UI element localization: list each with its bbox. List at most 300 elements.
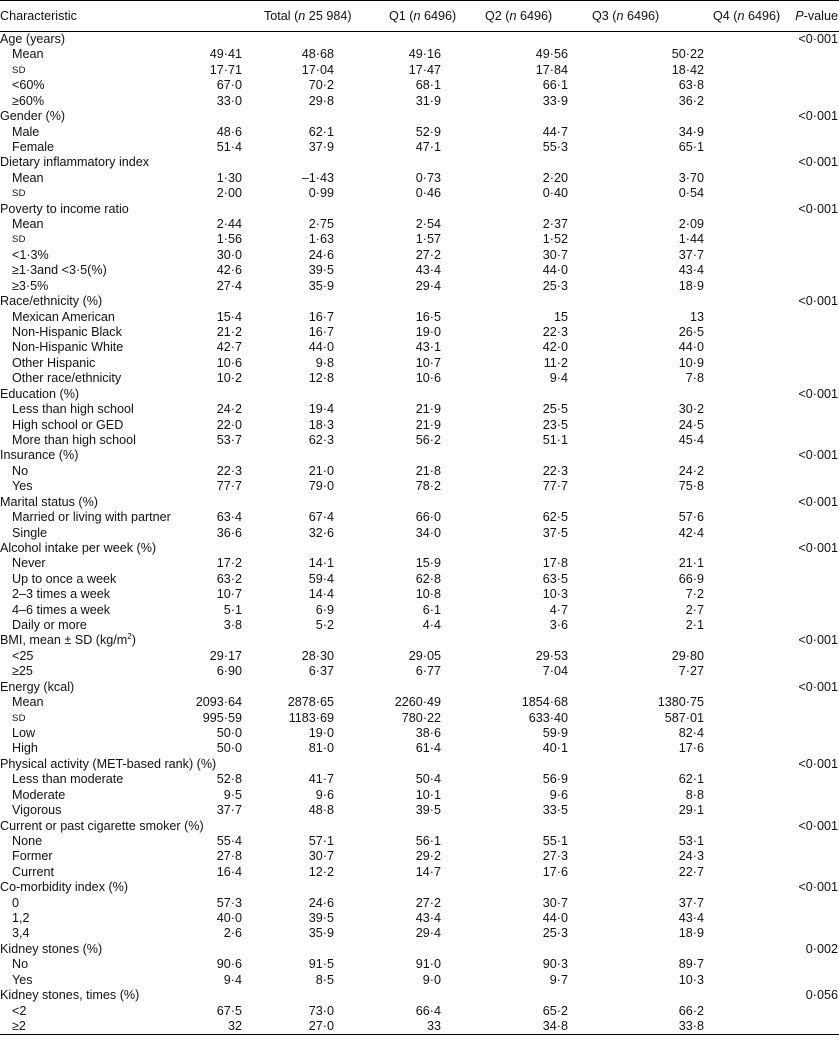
- category-label: Gender (%): [0, 109, 66, 124]
- cell-pvalue: <0·001: [798, 880, 838, 895]
- cell-q3: 7·04: [542, 664, 568, 679]
- cell-total: 50·0: [216, 741, 242, 756]
- cell-q1: 2878·65: [287, 695, 334, 710]
- cell-total: 21·2: [216, 325, 242, 340]
- table-row: [0, 726, 839, 741]
- cell-q2: 10·1: [415, 787, 441, 802]
- cell-q1: 39·5: [308, 911, 334, 926]
- table-row: [0, 479, 839, 494]
- cell-q1: 16·7: [308, 309, 334, 324]
- cell-q1: 41·7: [308, 772, 334, 787]
- cell-q4: 89·7: [678, 957, 704, 972]
- cell-q3: 66·1: [542, 78, 568, 93]
- cell-q1: 57·1: [308, 833, 334, 848]
- table-body: [0, 32, 839, 1034]
- cell-q4: 7·27: [678, 664, 704, 679]
- cell-total: 50·0: [216, 725, 242, 740]
- cell-q3: 2·37: [542, 217, 568, 232]
- cell-q2: 43·1: [415, 340, 441, 355]
- cell-q2: 27·2: [415, 895, 441, 910]
- cell-total: 67·5: [216, 1003, 242, 1018]
- cell-q4: 29·80: [671, 648, 704, 663]
- cell-pvalue: <0·001: [798, 386, 838, 401]
- cell-q2: 33: [426, 1019, 441, 1033]
- cell-q4: 57·6: [678, 510, 704, 525]
- cell-total: 24·2: [216, 402, 242, 417]
- cell-q2: 31·9: [415, 93, 441, 108]
- cell-q4: 34·9: [678, 124, 704, 139]
- table-row: [0, 834, 839, 849]
- cell-q1: 44·0: [308, 340, 334, 355]
- category-row: [0, 880, 839, 895]
- category-label: Education (%): [0, 386, 80, 401]
- cell-total: 63·4: [216, 510, 242, 525]
- cell-q4: 43·4: [678, 263, 704, 278]
- table-row: [0, 78, 839, 93]
- category-label: Alcohol intake per week (%): [0, 540, 157, 555]
- cell-q3: 9·6: [549, 787, 568, 802]
- bottom-rule: [0, 1034, 839, 1035]
- cell-q1: 5·2: [315, 618, 334, 633]
- row-label: ≥60%: [12, 93, 45, 108]
- table-row: [0, 47, 839, 62]
- row-label: Yes: [12, 479, 33, 494]
- cell-q1: 27·0: [308, 1019, 334, 1033]
- cell-q4: 2·1: [685, 618, 704, 633]
- table-row: [0, 911, 839, 926]
- cell-total: 57·3: [216, 895, 242, 910]
- cell-q3: 4·7: [549, 602, 568, 617]
- row-label: 4–6 times a week: [12, 602, 111, 617]
- cell-q3: 3·6: [549, 618, 568, 633]
- cell-q3: 25·5: [542, 402, 568, 417]
- cell-q4: 44·0: [678, 340, 704, 355]
- cell-q2: 66·0: [415, 510, 441, 525]
- cell-q4: 2·09: [678, 217, 704, 232]
- cell-q3: 1854·68: [521, 695, 568, 710]
- cell-q3: 2·20: [542, 170, 568, 185]
- category-row: [0, 155, 839, 170]
- cell-total: 2·44: [216, 217, 242, 232]
- cell-q2: 21·9: [415, 417, 441, 432]
- cell-q3: 34·8: [542, 1019, 568, 1033]
- cell-q4: 587·01: [664, 710, 704, 725]
- table-row: [0, 526, 839, 541]
- table-row: [0, 248, 839, 263]
- cell-q4: 30·2: [678, 402, 704, 417]
- cell-q3: 44·7: [542, 124, 568, 139]
- cell-total: 48·6: [216, 124, 242, 139]
- cell-q2: 10·7: [415, 355, 441, 370]
- cell-q4: 8·8: [685, 787, 704, 802]
- category-row: [0, 633, 839, 648]
- row-label: SD: [12, 234, 26, 246]
- cell-q1: 0·99: [308, 186, 334, 201]
- cell-pvalue: 0·056: [805, 988, 838, 1003]
- cell-q3: 56·9: [542, 772, 568, 787]
- cell-q4: 26·5: [678, 325, 704, 340]
- table-row: [0, 741, 839, 756]
- cell-q4: 24·3: [678, 849, 704, 864]
- row-label: ≥25: [12, 664, 33, 679]
- category-label: Race/ethnicity (%): [0, 294, 103, 309]
- cell-q2: 10·8: [415, 587, 441, 602]
- cell-q3: 15: [553, 309, 568, 324]
- cell-total: 22·3: [216, 463, 242, 478]
- cell-q3: 63·5: [542, 571, 568, 586]
- table-row: [0, 957, 839, 972]
- cell-q1: 32·6: [308, 525, 334, 540]
- cell-q3: 33·5: [542, 803, 568, 818]
- cell-pvalue: <0·001: [798, 679, 838, 694]
- cell-q1: 18·3: [308, 417, 334, 432]
- cell-q4: 21·1: [678, 556, 704, 571]
- cell-q3: 9·7: [549, 972, 568, 987]
- row-label: Married or living with partner: [12, 510, 171, 525]
- category-row: [0, 387, 839, 402]
- cell-q1: 39·5: [308, 263, 334, 278]
- table-row: [0, 125, 839, 140]
- cell-q2: 0·73: [415, 170, 441, 185]
- category-label: Poverty to income ratio: [0, 201, 129, 216]
- cell-pvalue: <0·001: [798, 294, 838, 309]
- cell-q2: 39·5: [415, 803, 441, 818]
- table-row: [0, 788, 839, 803]
- row-label: Mean: [12, 47, 44, 62]
- cell-q3: 62·5: [542, 510, 568, 525]
- cell-total: 17·71: [209, 62, 242, 77]
- cell-total: 40·0: [216, 911, 242, 926]
- table-row: [0, 371, 839, 386]
- cell-q4: 45·4: [678, 432, 704, 447]
- table-row: [0, 711, 839, 726]
- cell-q4: 10·3: [678, 972, 704, 987]
- category-row: [0, 757, 839, 772]
- cell-q2: 29·4: [415, 926, 441, 941]
- cell-q3: 10·3: [542, 587, 568, 602]
- cell-q3: 51·1: [542, 432, 568, 447]
- cell-total: 63·2: [216, 571, 242, 586]
- cell-q1: 62·3: [308, 432, 334, 447]
- cell-q4: 50·22: [671, 47, 704, 62]
- table-row: [0, 402, 839, 417]
- row-label: Male: [12, 124, 40, 139]
- table-row: [0, 973, 839, 988]
- cell-total: 22·0: [216, 417, 242, 432]
- header-total: Total (n 25 984): [264, 9, 352, 23]
- cell-q4: 65·1: [678, 139, 704, 154]
- cell-q1: 70·2: [308, 78, 334, 93]
- cell-total: 17·2: [216, 556, 242, 571]
- row-label: <60%: [12, 78, 45, 93]
- cell-q2: 14·7: [415, 864, 441, 879]
- cell-total: 1·56: [216, 232, 242, 247]
- cell-q4: 63·8: [678, 78, 704, 93]
- cell-q2: 1·57: [415, 232, 441, 247]
- cell-q3: 55·3: [542, 139, 568, 154]
- cell-q4: 10·9: [678, 355, 704, 370]
- category-label: Age (years): [0, 32, 66, 46]
- category-label: Kidney stones (%): [0, 941, 103, 956]
- row-label: 0: [12, 895, 20, 910]
- cell-total: 67·0: [216, 78, 242, 93]
- cell-total: 16·4: [216, 864, 242, 879]
- cell-q3: 90·3: [542, 957, 568, 972]
- cell-q1: 6·37: [308, 664, 334, 679]
- row-label: Former: [12, 849, 53, 864]
- cell-total: 55·4: [216, 833, 242, 848]
- cell-q2: 66·4: [415, 1003, 441, 1018]
- table-row: [0, 865, 839, 880]
- cell-q4: 24·2: [678, 463, 704, 478]
- row-label: Female: [12, 139, 54, 154]
- cell-total: 10·2: [216, 371, 242, 386]
- cell-q2: 34·0: [415, 525, 441, 540]
- row-label: Other race/ethnicity: [12, 371, 122, 386]
- cell-q4: 33·8: [678, 1019, 704, 1033]
- row-label: Mexican American: [12, 309, 115, 324]
- cell-q4: 82·4: [678, 725, 704, 740]
- table-row: [0, 618, 839, 633]
- cell-q1: 6·9: [315, 602, 334, 617]
- cell-q3: 27·3: [542, 849, 568, 864]
- cell-q3: 59·9: [542, 725, 568, 740]
- cell-q4: 22·7: [678, 864, 704, 879]
- cell-q4: 13: [689, 309, 704, 324]
- row-label: High: [12, 741, 38, 756]
- table-row: [0, 418, 839, 433]
- cell-q2: 19·0: [415, 325, 441, 340]
- table-row: [0, 217, 839, 232]
- cell-q1: 17·04: [301, 62, 334, 77]
- cell-q4: 18·9: [678, 278, 704, 293]
- cell-q1: 24·6: [308, 247, 334, 262]
- cell-q2: 29·4: [415, 278, 441, 293]
- cell-q4: 1·44: [678, 232, 704, 247]
- cell-pvalue: <0·001: [798, 540, 838, 555]
- cell-q3: 44·0: [542, 911, 568, 926]
- cell-q3: 55·1: [542, 833, 568, 848]
- row-label: Mean: [12, 170, 44, 185]
- table-row: [0, 896, 839, 911]
- cell-q3: 40·1: [542, 741, 568, 756]
- cell-q4: 2·7: [685, 602, 704, 617]
- cell-q1: 14·4: [308, 587, 334, 602]
- cell-q4: 42·4: [678, 525, 704, 540]
- table-row: [0, 849, 839, 864]
- row-label: ≥1·3and <3·5(%): [12, 263, 107, 278]
- cell-q3: 17·8: [542, 556, 568, 571]
- cell-q2: 61·4: [415, 741, 441, 756]
- category-label: Co-morbidity index (%): [0, 880, 129, 895]
- cell-total: 49·41: [209, 47, 242, 62]
- cell-total: 90·6: [216, 957, 242, 972]
- cell-q4: 18·42: [671, 62, 704, 77]
- cell-q2: 56·2: [415, 432, 441, 447]
- cell-q1: 12·8: [308, 371, 334, 386]
- table-row: [0, 340, 839, 355]
- row-label: 2–3 times a week: [12, 587, 111, 602]
- cell-pvalue: 0·002: [805, 941, 838, 956]
- row-label: Never: [12, 556, 46, 571]
- cell-q4: 1380·75: [657, 695, 704, 710]
- cell-q2: 50·4: [415, 772, 441, 787]
- table-row: [0, 356, 839, 371]
- row-label: 1,2: [12, 911, 30, 926]
- cell-total: 2·6: [223, 926, 242, 941]
- cell-q3: 22·3: [542, 325, 568, 340]
- header-q4: Q4 (n 6496): [713, 9, 781, 23]
- cell-q4: 66·2: [678, 1003, 704, 1018]
- cell-q4: 29·1: [678, 803, 704, 818]
- cell-q3: 29·53: [535, 648, 568, 663]
- table-row: [0, 279, 839, 294]
- row-label: Up to once a week: [12, 571, 117, 586]
- row-label: ≥2: [12, 1019, 26, 1033]
- category-label: BMI, mean ± SD $(kg/m^2)$: [0, 632, 136, 648]
- cell-total: 9·4: [223, 972, 242, 987]
- cell-q2: 15·9: [415, 556, 441, 571]
- cell-total: 52·8: [216, 772, 242, 787]
- row-label: Vigorous: [12, 803, 62, 818]
- cell-q1: 19·4: [308, 402, 334, 417]
- cell-q4: 62·1: [678, 772, 704, 787]
- cell-total: 30·0: [216, 247, 242, 262]
- cell-q2: 21·9: [415, 402, 441, 417]
- cell-q3: 44·0: [542, 263, 568, 278]
- cell-q2: 49·16: [408, 47, 441, 62]
- cell-q2: 10·6: [415, 371, 441, 386]
- cell-total: 6·90: [216, 664, 242, 679]
- category-row: [0, 680, 839, 695]
- cell-q1: 62·1: [308, 124, 334, 139]
- table-row: [0, 171, 839, 186]
- cell-q3: 30·7: [542, 247, 568, 262]
- cell-q3: 65·2: [542, 1003, 568, 1018]
- cell-q4: 24·5: [678, 417, 704, 432]
- cell-q4: 43·4: [678, 911, 704, 926]
- cell-q1: 37·9: [308, 139, 334, 154]
- cell-q4: 37·7: [678, 247, 704, 262]
- cell-q1: 59·4: [308, 571, 334, 586]
- row-label: <1·3%: [12, 247, 49, 262]
- cell-q1: –1·43: [301, 170, 334, 185]
- cell-pvalue: <0·001: [798, 633, 838, 648]
- header-q3: Q3 (n 6496): [592, 9, 660, 23]
- category-row: [0, 819, 839, 834]
- cell-total: 27·8: [216, 849, 242, 864]
- cell-total: 5·1: [223, 602, 242, 617]
- table-row: [0, 1004, 839, 1019]
- row-label: No: [12, 957, 29, 972]
- category-label: Insurance (%): [0, 448, 79, 463]
- cell-q1: 8·5: [315, 972, 334, 987]
- cell-q3: 17·6: [542, 864, 568, 879]
- cell-q3: 33·9: [542, 93, 568, 108]
- table-row: [0, 325, 839, 340]
- cell-q4: 7·8: [685, 371, 704, 386]
- cell-q1: 48·68: [301, 47, 334, 62]
- cell-q2: 29·05: [408, 648, 441, 663]
- cell-q4: 0·54: [678, 186, 704, 201]
- cell-q3: 30·7: [542, 895, 568, 910]
- table-row: [0, 603, 839, 618]
- cell-q2: 43·4: [415, 263, 441, 278]
- category-row: [0, 448, 839, 463]
- cell-total: 36·6: [216, 525, 242, 540]
- cell-q3: 77·7: [542, 479, 568, 494]
- cell-q2: 0·46: [415, 186, 441, 201]
- cell-total: 2·00: [216, 186, 242, 201]
- cell-total: 15·4: [216, 309, 242, 324]
- category-row: [0, 294, 839, 309]
- table-row: [0, 94, 839, 109]
- cell-q2: 2260·49: [394, 695, 441, 710]
- cell-q2: 38·6: [415, 725, 441, 740]
- cell-total: 53·7: [216, 432, 242, 447]
- cell-q1: 73·0: [308, 1003, 334, 1018]
- cell-q2: 4·4: [422, 618, 441, 633]
- cell-q1: 28·30: [301, 648, 334, 663]
- cell-total: 33·0: [216, 93, 242, 108]
- category-label: Kidney stones, times (%): [0, 988, 140, 1003]
- category-row: [0, 942, 839, 957]
- cell-q1: 35·9: [308, 926, 334, 941]
- table-row: [0, 140, 839, 155]
- cell-total: 2093·64: [195, 695, 242, 710]
- row-label: SD: [12, 712, 26, 724]
- table-row: [0, 664, 839, 679]
- table-row: [0, 556, 839, 571]
- header-pvalue: P-value: [795, 9, 838, 23]
- category-label: Physical activity (MET-based rank) (%): [0, 756, 217, 771]
- cell-q1: 24·6: [308, 895, 334, 910]
- header-row: [0, 1, 839, 31]
- cell-q3: 25·3: [542, 278, 568, 293]
- row-label: 3,4: [12, 926, 30, 941]
- cell-q1: 19·0: [308, 725, 334, 740]
- category-label: Current or past cigarette smoker (%): [0, 818, 204, 833]
- cell-q3: 22·3: [542, 463, 568, 478]
- cell-q1: 29·8: [308, 93, 334, 108]
- category-row: [0, 32, 839, 47]
- cell-total: 1·30: [216, 170, 242, 185]
- table-row: [0, 232, 839, 247]
- cell-pvalue: <0·001: [798, 448, 838, 463]
- cell-pvalue: <0·001: [798, 818, 838, 833]
- cell-q3: 11·2: [543, 355, 568, 370]
- category-row: [0, 988, 839, 1003]
- cell-q2: 52·9: [415, 124, 441, 139]
- cell-q2: 47·1: [415, 139, 441, 154]
- cell-q1: 48·8: [308, 803, 334, 818]
- table-row: [0, 263, 839, 278]
- cell-q3: 17·84: [535, 62, 568, 77]
- cell-q1: 21·0: [308, 463, 334, 478]
- header-characteristic: Characteristic: [0, 9, 77, 23]
- category-label: Dietary inflammatory index: [0, 155, 150, 170]
- cell-q2: 27·2: [415, 247, 441, 262]
- table-row: [0, 695, 839, 710]
- cell-q1: 30·7: [308, 849, 334, 864]
- cell-q2: 9·0: [422, 972, 441, 987]
- table-row: [0, 510, 839, 525]
- table-row: [0, 1019, 839, 1034]
- cell-q4: 37·7: [678, 895, 704, 910]
- cell-q1: 81·0: [308, 741, 334, 756]
- table-row: [0, 772, 839, 787]
- category-row: [0, 109, 839, 124]
